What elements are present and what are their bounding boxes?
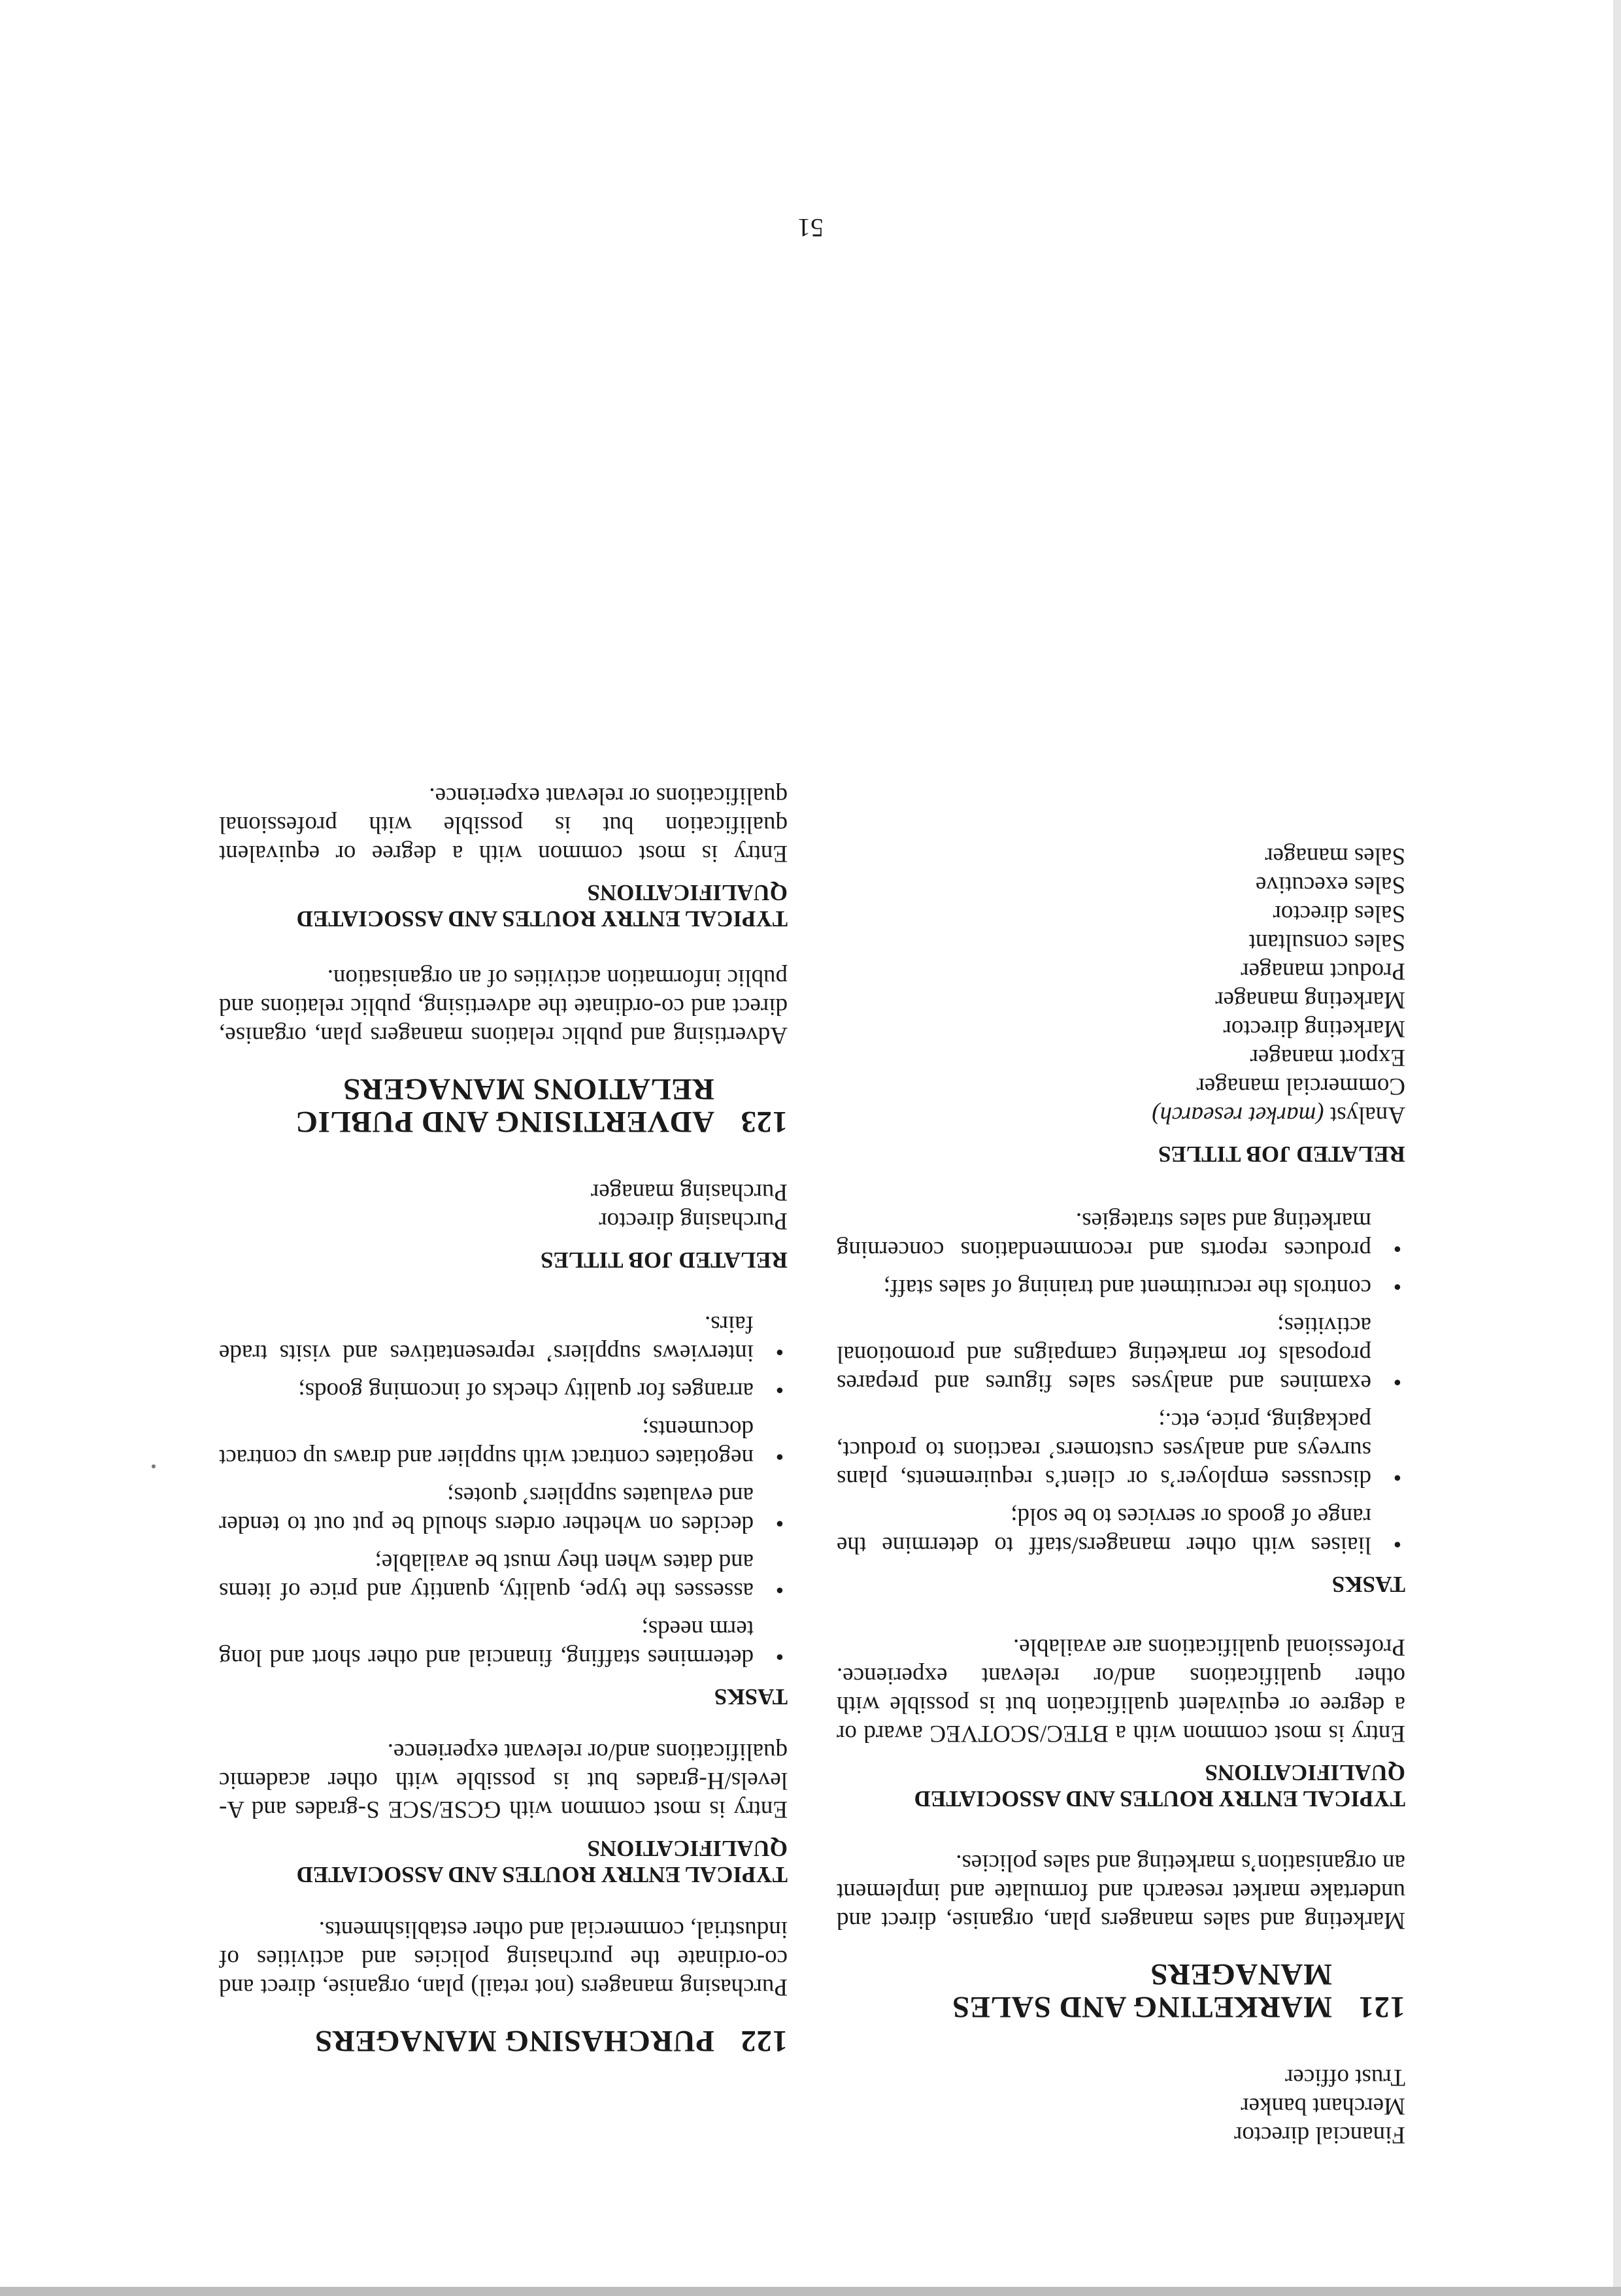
title-item: Purchasing director bbox=[599, 1207, 788, 1234]
page-number: 51 bbox=[797, 213, 824, 243]
list-item: ● examines and analyses sales figures and prepares proposals for marketing campaigns and promotional activities; bbox=[837, 1311, 1405, 1397]
list-item: ● controls the recruitment and training of sales staff; bbox=[837, 1273, 1405, 1302]
title-item: Sales manager bbox=[1265, 843, 1405, 869]
title-item: Trust officer bbox=[1285, 2064, 1405, 2091]
section-121-intro: Marketing and sales managers plan, organise, direct and undertake market research and formulate and implement an organisation’s marketing and sales policies. bbox=[837, 1849, 1405, 1934]
right-column bbox=[219, 781, 788, 2057]
section-123-entry-text: Entry is most common with a degree or equivalent qualification but is possible with professional qualifications or relevant experience. bbox=[219, 783, 788, 867]
section-122-intro: Purchasing managers (not retail) plan, organise, direct and co-ordinate the purchasing policies and activities of industrial, commercial and other establishments. bbox=[219, 1916, 788, 2001]
section-121-entry-text: Entry is most common with a BTEC/SCOTVEC award or a degree or equivalent qualification but is possible with other qualifications and/or relevant experience. Professional qualifications are available. bbox=[837, 1634, 1405, 1747]
title-item: Export manager bbox=[1250, 1044, 1405, 1071]
title-item: Purchasing manager bbox=[590, 1179, 788, 1206]
section-number: 123 bbox=[741, 1105, 788, 1139]
title-item: Marketing director bbox=[1223, 1015, 1405, 1042]
section-123-entry-heading: TYPICAL ENTRY ROUTES AND ASSOCIATED QUALIFICATIONS bbox=[296, 880, 788, 932]
title-note: (market research) bbox=[1152, 1102, 1324, 1128]
section-122-related-heading: RELATED JOB TITLES bbox=[540, 1247, 788, 1273]
title-item: Product manager bbox=[1241, 958, 1405, 985]
title-item: Financial director bbox=[1234, 2121, 1405, 2148]
section-122-tasks-heading: TASKS bbox=[714, 1684, 788, 1710]
left-column bbox=[837, 841, 1405, 2149]
list-item: ● produces reports and recommendations concerning marketing and sales strategies. bbox=[837, 1206, 1405, 1264]
section-122-heading bbox=[219, 2025, 788, 2057]
section-122-entry-heading: TYPICAL ENTRY ROUTES AND ASSOCIATED QUALIFICATIONS bbox=[296, 1836, 788, 1887]
title-item: Merchant banker bbox=[1241, 2093, 1405, 2119]
list-item: ● liaises with other managers/staff to determine the range of goods or services to be sold; bbox=[837, 1502, 1405, 1559]
list-item: ● decides on whether orders should be put out to tender and evaluates suppliers’ quotes; bbox=[219, 1481, 788, 1538]
top-related-titles bbox=[837, 2063, 1405, 2149]
title-item: Sales consultant bbox=[1248, 929, 1405, 956]
section-title: ADVERTISING AND PUBLIC RELATIONS MANAGERS bbox=[295, 1072, 714, 1139]
section-121-entry-heading: TYPICAL ENTRY ROUTES AND ASSOCIATED QUALIFICATIONS bbox=[914, 1760, 1405, 1812]
section-122-entry-text: Entry is most common with GCSE/SCE S-grades and A-levels/H-grades but is possible with other academic qualifications and/or relevant experience. bbox=[219, 1738, 788, 1823]
section-number: 121 bbox=[1358, 1990, 1405, 2024]
section-123-intro: Advertising and public relations managers plan, organise, direct and co-ordinate the advertising, public relations and public information activities of an organisation. bbox=[219, 964, 788, 1049]
section-121-tasks-heading: TASKS bbox=[1331, 1572, 1405, 1597]
title-text: Analyst bbox=[1329, 1102, 1405, 1128]
title-item bbox=[837, 1100, 1405, 1129]
title-item: Commercial manager bbox=[1196, 1073, 1405, 1100]
section-121-related-heading: RELATED JOB TITLES bbox=[1158, 1141, 1405, 1167]
title-item: Marketing manager bbox=[1215, 987, 1405, 1013]
title-item: Sales executive bbox=[1255, 871, 1405, 898]
list-item: ● negotiates contract with supplier and draws up contract documents; bbox=[219, 1414, 788, 1472]
section-121-heading bbox=[837, 1958, 1405, 2023]
list-item: ● assesses the type, quality, quantity and price of items and dates when they must be available; bbox=[219, 1547, 788, 1605]
section-123-heading bbox=[219, 1073, 788, 1138]
list-item: ● arranges for quality checks of incoming goods; bbox=[219, 1376, 788, 1405]
section-122-task-list bbox=[219, 1309, 788, 1672]
list-item: ● interviews suppliers’ representatives and visits trade fairs. bbox=[219, 1309, 788, 1367]
section-number: 122 bbox=[741, 2024, 788, 2058]
section-122-related-list bbox=[219, 1177, 788, 1235]
section-121-task-list bbox=[837, 1206, 1405, 1559]
title-item: Sales director bbox=[1273, 900, 1405, 927]
list-item: ● determines staffing, financial and other short and long term needs; bbox=[219, 1614, 788, 1672]
section-121-related-list bbox=[837, 841, 1405, 1129]
section-title: MARKETING AND SALES MANAGERS bbox=[952, 1957, 1332, 2024]
section-title: PURCHASING MANAGERS bbox=[314, 2024, 714, 2058]
list-item: ● discusses employer’s or client’s requirements, plans surveys and analyses customers’ reactions to product, packaging, price, etc.; bbox=[837, 1406, 1405, 1493]
